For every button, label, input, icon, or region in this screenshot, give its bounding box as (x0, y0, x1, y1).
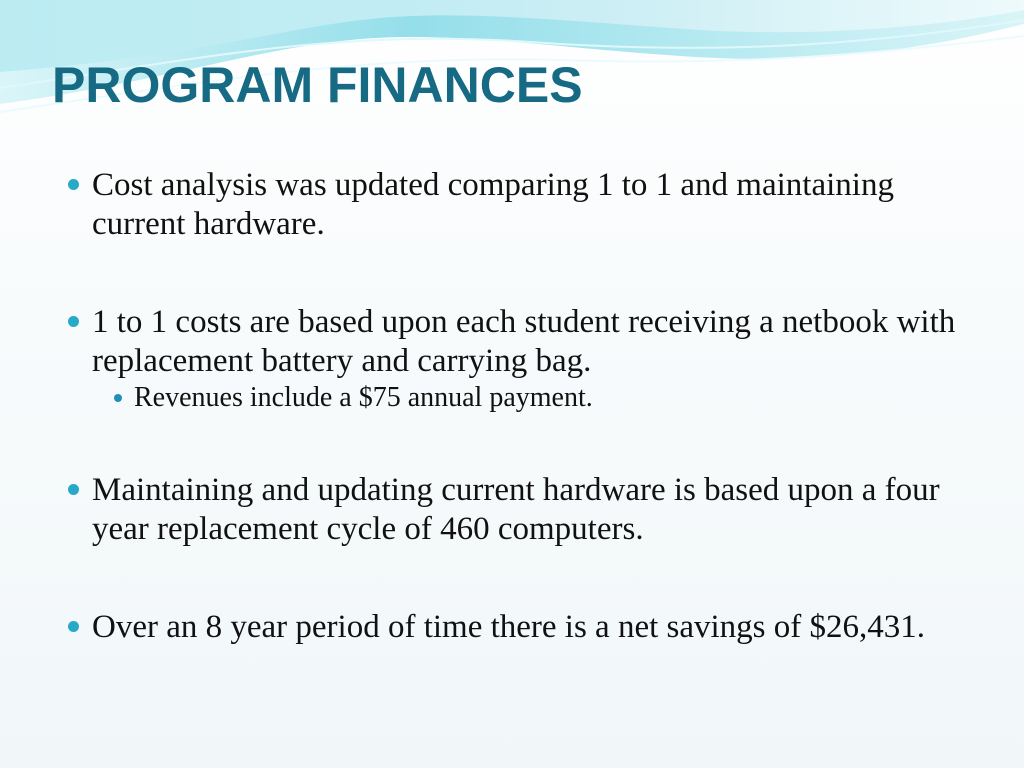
slide-title: PROGRAM FINANCES (52, 57, 583, 113)
slide-content (64, 166, 964, 647)
bullet-3 (64, 471, 964, 549)
bullet-2-text: 1 to 1 costs are based upon each student receiving a netbook with replacement battery and carrying bag. (92, 304, 956, 379)
sub-bullet-1 (106, 381, 964, 415)
bullet-dot-icon (114, 394, 122, 402)
bullet-1-text: Cost analysis was updated comparing 1 to 1 and maintaining current hardware. (92, 167, 894, 242)
bullet-dot-icon (68, 316, 79, 327)
bullet-dot-icon (68, 484, 79, 495)
bullet-4-text: Over an 8 year period of time there is a net savings of $26,431. (92, 609, 926, 645)
bullet-2 (64, 303, 964, 381)
bullet-3-text: Maintaining and updating current hardware is based upon a four year replacement cycle of 460 computers. (92, 472, 940, 547)
bullet-4 (64, 608, 964, 647)
bullet-dot-icon (68, 621, 79, 632)
bullet-1 (64, 166, 964, 244)
bullet-dot-icon (68, 179, 79, 190)
sub-bullet-1-text: Revenues include a $75 annual payment. (134, 382, 593, 413)
